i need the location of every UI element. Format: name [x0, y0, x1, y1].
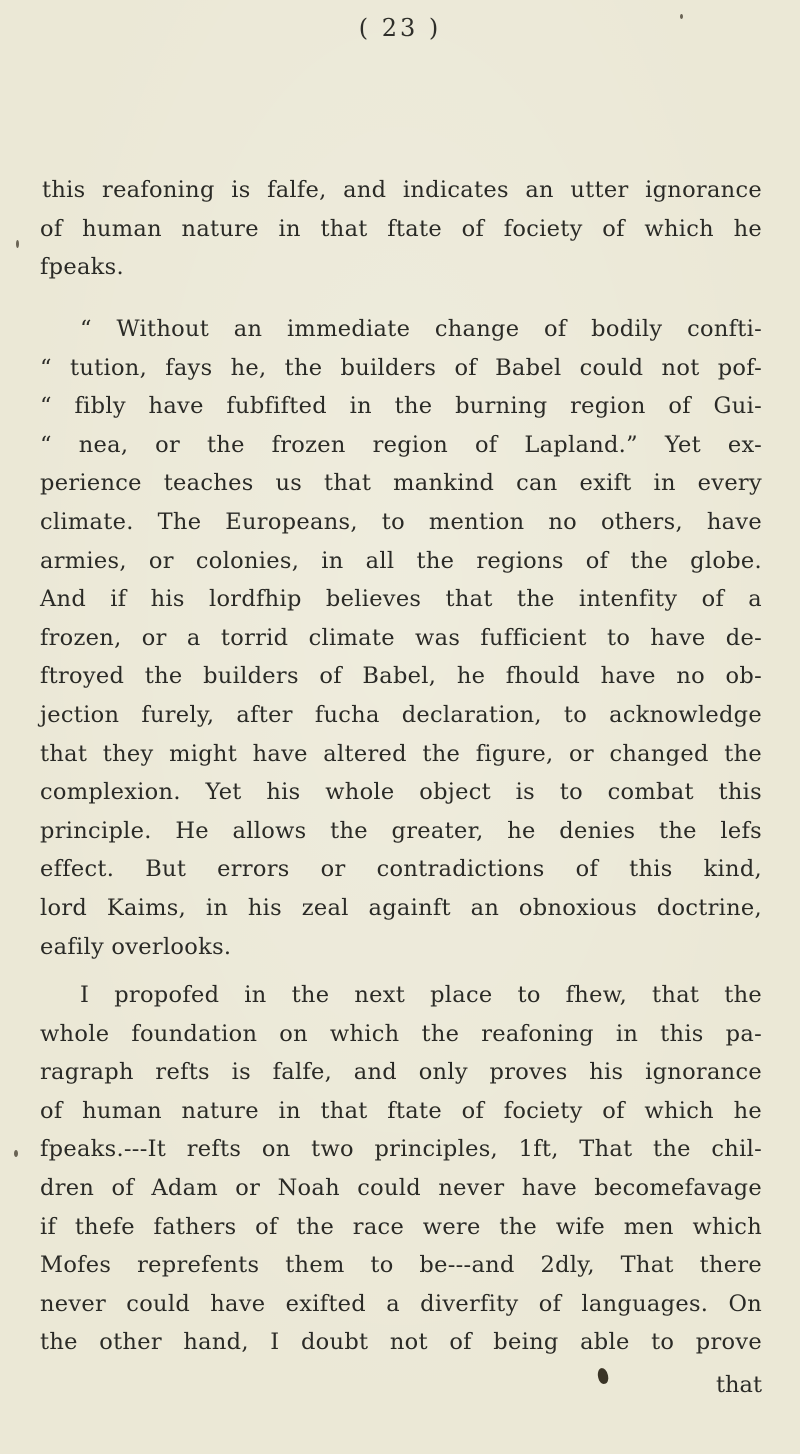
page-number: ( 23 ) [358, 14, 442, 42]
text-line: frozen, or a torrid climate was fufficient to have de- [40, 624, 762, 651]
text-line: eafily overlooks. [40, 933, 232, 960]
text-line: “ fibly have fubfifted in the burning region of Gui- [40, 393, 762, 420]
text-line: the other hand, I doubt not of being able to prove [40, 1329, 762, 1356]
text-line: that they might have altered the figure, or changed the [40, 740, 762, 767]
text-line: complexion. Yet his whole object is to combat this [40, 779, 762, 806]
text-line: of human nature in that ftate of fociety of which he [40, 215, 762, 242]
text-line: armies, or colonies, in all the regions of the globe. [40, 547, 762, 574]
text-line: dren of Adam or Noah could never have becomefavage [40, 1174, 762, 1201]
text-line: “ Without an immediate change of bodily confti- [80, 316, 762, 342]
text-line: fpeaks. [40, 254, 124, 281]
text-line: “ nea, or the frozen region of Lapland.” Yet ex- [40, 431, 762, 458]
text-line: whole foundation on which the reafoning in this pa- [40, 1020, 762, 1047]
text-line: ftroyed the builders of Babel, he fhould have no ob- [40, 663, 762, 690]
paragraph-1 [40, 171, 762, 287]
text-line: of human nature in that ftate of fociety of which he [40, 1097, 762, 1124]
text-line: if thefe fathers of the race were the wife men which [40, 1213, 762, 1240]
ink-speck [16, 240, 19, 248]
text-line: perience teaches us that mankind can exift in every [40, 470, 762, 497]
text-line: principle. He allows the greater, he denies the lefs [40, 817, 762, 844]
text-line: Mofes reprefents them to be---and 2dly, That there [40, 1252, 762, 1279]
text-line: I propofed in the next place to fhew, that the [80, 982, 762, 1008]
text-line: And if his lordfhip believes that the intenfity of a [40, 586, 762, 613]
ink-blot [596, 1367, 609, 1385]
text-line: never could have exifted a diverfity of languages. On [40, 1290, 762, 1317]
catchword: that [716, 1372, 762, 1398]
text-line: ragraph refts is falfe, and only proves his ignorance [40, 1059, 762, 1086]
text-line: this reafoning is falfe, and indicates an utter ignorance [42, 177, 762, 203]
text-line: jection furely, after fucha declaration, to acknowledge [40, 701, 762, 728]
text-line: effect. But errors or contradictions of this kind, [40, 856, 762, 883]
paragraph-2 [40, 310, 762, 966]
text-line: lord Kaims, in his zeal againft an obnoxious doctrine, [40, 894, 762, 921]
ink-speck [680, 14, 683, 19]
text-line: fpeaks.---It refts on two principles, 1ft, That the chil- [40, 1136, 762, 1163]
text-line: climate. The Europeans, to mention no others, have [40, 508, 762, 535]
paragraph-3 [40, 976, 762, 1362]
text-line: “ tution, fays he, the builders of Babel could not pof- [40, 354, 762, 381]
ink-speck [14, 1150, 18, 1157]
